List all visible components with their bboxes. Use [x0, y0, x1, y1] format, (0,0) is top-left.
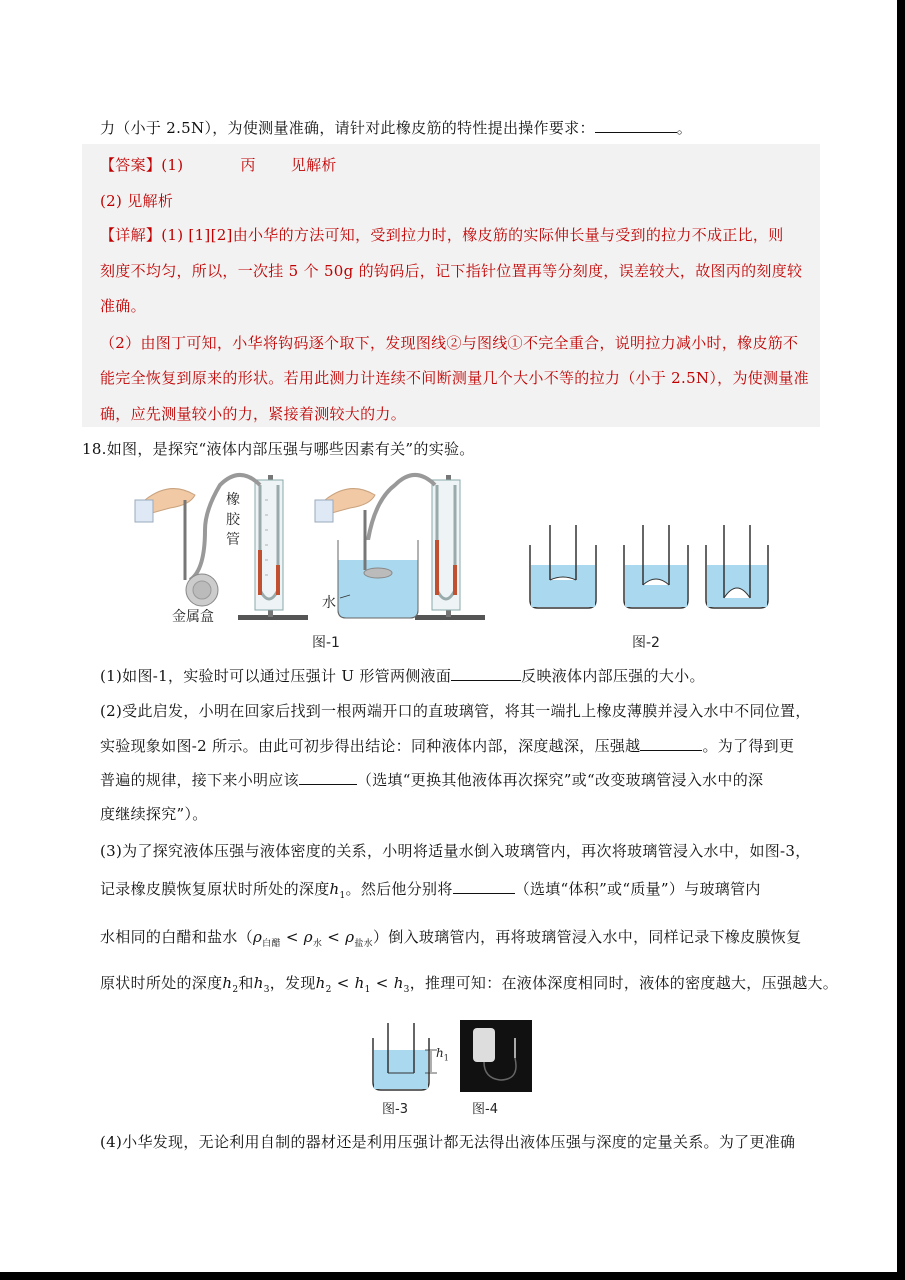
- text: h: [436, 1046, 444, 1060]
- manometer-middle: [415, 475, 485, 620]
- detail-line: 准确。: [100, 297, 146, 315]
- caption-fig-2: 图-2: [632, 635, 660, 651]
- symbol-rho: ρ: [303, 928, 313, 946]
- text: 和: [238, 974, 254, 992]
- figure-2-beaker-1: [530, 525, 596, 608]
- subscript: 1: [443, 1053, 449, 1063]
- text: 原状时所处的深度: [100, 974, 223, 992]
- manometer-left: [238, 475, 308, 620]
- text: 水相同的白醋和盐水（: [100, 928, 254, 946]
- text: (1)如图-1，实验时可以通过压强计 U 形管两侧液面: [100, 667, 452, 685]
- text: 记录橡皮膜恢复原状时所处的深度: [100, 880, 330, 898]
- question-title: 18.如图，是探究“液体内部压强与哪些因素有关”的实验。: [82, 440, 475, 458]
- text: 实验现象如图-2 所示。由此可初步得出结论：同种液体内部，深度越深，压强越: [100, 737, 641, 755]
- subscript: 2: [325, 985, 332, 995]
- symbol-h: h: [393, 974, 404, 992]
- label-h1: [436, 1046, 449, 1062]
- subscript: 白醋: [262, 939, 281, 949]
- answer-blank: [453, 881, 515, 894]
- sub-question-2-line: 度继续探究”）。: [100, 805, 208, 823]
- symbol-h: h: [222, 974, 233, 992]
- text: ，推理可知：在液体深度相同时，液体的密度越大，压强越大。: [409, 974, 839, 992]
- text: ，发现: [269, 974, 316, 992]
- subscript: 3: [263, 985, 270, 995]
- symbol-lt: <: [336, 974, 350, 992]
- figure-2-beaker-2: [624, 525, 688, 608]
- caption-fig-1: 图-1: [312, 635, 340, 651]
- label-rubber-tube: [226, 490, 242, 550]
- answer-value: 见解析: [290, 156, 337, 174]
- sub-question-4: (4)小华发现，无论利用自制的器材还是利用压强计都无法得出液体压强与深度的定量关系。为了更准确: [100, 1133, 796, 1151]
- sub-question-2-line: [100, 735, 794, 756]
- text: 。然后他分别将: [345, 880, 453, 898]
- figure-3-4: [365, 1018, 535, 1093]
- detail-line: 确，应先测量较小的力，紧接着测较大的力。: [100, 405, 407, 423]
- subscript: 盐水: [354, 939, 373, 949]
- char: 管: [226, 532, 240, 548]
- symbol-h: h: [315, 974, 326, 992]
- answer-blank: [299, 772, 357, 785]
- sub-question-2-line: [100, 769, 763, 790]
- answer-blank: [640, 738, 702, 751]
- sub-question-3: (3)为了探究液体压强与液体密度的关系，小明将适量水倒入玻璃管内，再次将玻璃管浸入水中，如图-3，: [100, 842, 811, 860]
- text: （选填“更换其他液体再次探究”或“改变玻璃管浸入水中的深: [356, 771, 764, 789]
- caption-fig-3: 图-3: [382, 1102, 408, 1117]
- sub-question-3-line: [100, 972, 838, 995]
- symbol-h: h: [354, 974, 365, 992]
- detail-line: （2）由图丁可知，小华将钩码逐个取下，发现图线②与图线①不完全重合，说明拉力减小时，橡皮筋不: [100, 334, 799, 352]
- char: 胶: [226, 512, 240, 528]
- rubber-tube: [190, 475, 260, 580]
- symbol-h: h: [329, 880, 340, 898]
- figure-4-photo: [460, 1020, 532, 1092]
- answer-value: 丙: [240, 156, 256, 174]
- subscript: 3: [403, 985, 410, 995]
- sleeve: [135, 500, 153, 522]
- text: 。为了得到更: [702, 737, 795, 755]
- caption-fig-4: 图-4: [472, 1102, 498, 1117]
- subscript: 2: [232, 985, 239, 995]
- prev-question-tail: [100, 117, 692, 138]
- answer-tag: 【答案】: [100, 156, 162, 174]
- answer-blank: [451, 668, 521, 681]
- text: （选填“体积”或“质量”）与玻璃管内: [514, 880, 761, 898]
- answer-line: [100, 154, 337, 175]
- symbol-rho: ρ: [253, 928, 263, 946]
- figure-2-beaker-3: [706, 525, 768, 608]
- char: 橡: [226, 492, 240, 508]
- subscript: 水: [312, 939, 323, 949]
- detail-line: 能完全恢复到原来的形状。若用此测力计连续不间断测量几个大小不等的拉力（小于 2.5N），为使测量准: [100, 369, 809, 387]
- symbol-rho: ρ: [345, 928, 355, 946]
- detail-line: 刻度不均匀，所以，一次挂 5 个 50g 的钩码后，记下指针位置再等分刻度，误差较大，故图丙的刻度较: [100, 262, 803, 280]
- symbol-lt: <: [327, 928, 341, 946]
- answer-item: (1): [161, 156, 184, 174]
- figure-3-beaker: [373, 1023, 437, 1090]
- symbol-lt: <: [375, 974, 389, 992]
- sub-question-3-line: [100, 878, 761, 901]
- symbol-lt: <: [285, 928, 299, 946]
- text: 力（小于 2.5N），为使测量准确，请针对此橡皮筋的特性提出操作要求：: [100, 119, 595, 137]
- sub-question-3-line: [100, 926, 801, 949]
- text: ）倒入玻璃管内，再将玻璃管浸入水中，同样记录下橡皮膜恢复: [372, 928, 802, 946]
- text: 。: [676, 119, 693, 137]
- answer-line-2: (2) 见解析: [100, 192, 174, 210]
- symbol-h: h: [253, 974, 264, 992]
- subscript: 1: [339, 891, 346, 901]
- subscript: 1: [364, 985, 371, 995]
- label-metal-box: 金属盒: [172, 609, 214, 625]
- sub-question-1: [100, 665, 705, 686]
- detail-line: 【详解】(1) [1][2]由小华的方法可知，受到拉力时，橡皮筋的实际伸长量与受到的拉力不成正比，则: [100, 226, 784, 244]
- sub-question-2: (2)受此启发，小明在回家后找到一根两端开口的直玻璃管，将其一端扎上橡皮薄膜并浸入水中不同位置，: [100, 702, 811, 720]
- text: 反映液体内部压强的大小。: [521, 667, 705, 685]
- answer-blank: [595, 120, 677, 133]
- pressure-sensor-icon: [473, 1028, 495, 1062]
- text: 普遍的规律，接下来小明应该: [100, 771, 299, 789]
- label-water: 水: [322, 595, 336, 611]
